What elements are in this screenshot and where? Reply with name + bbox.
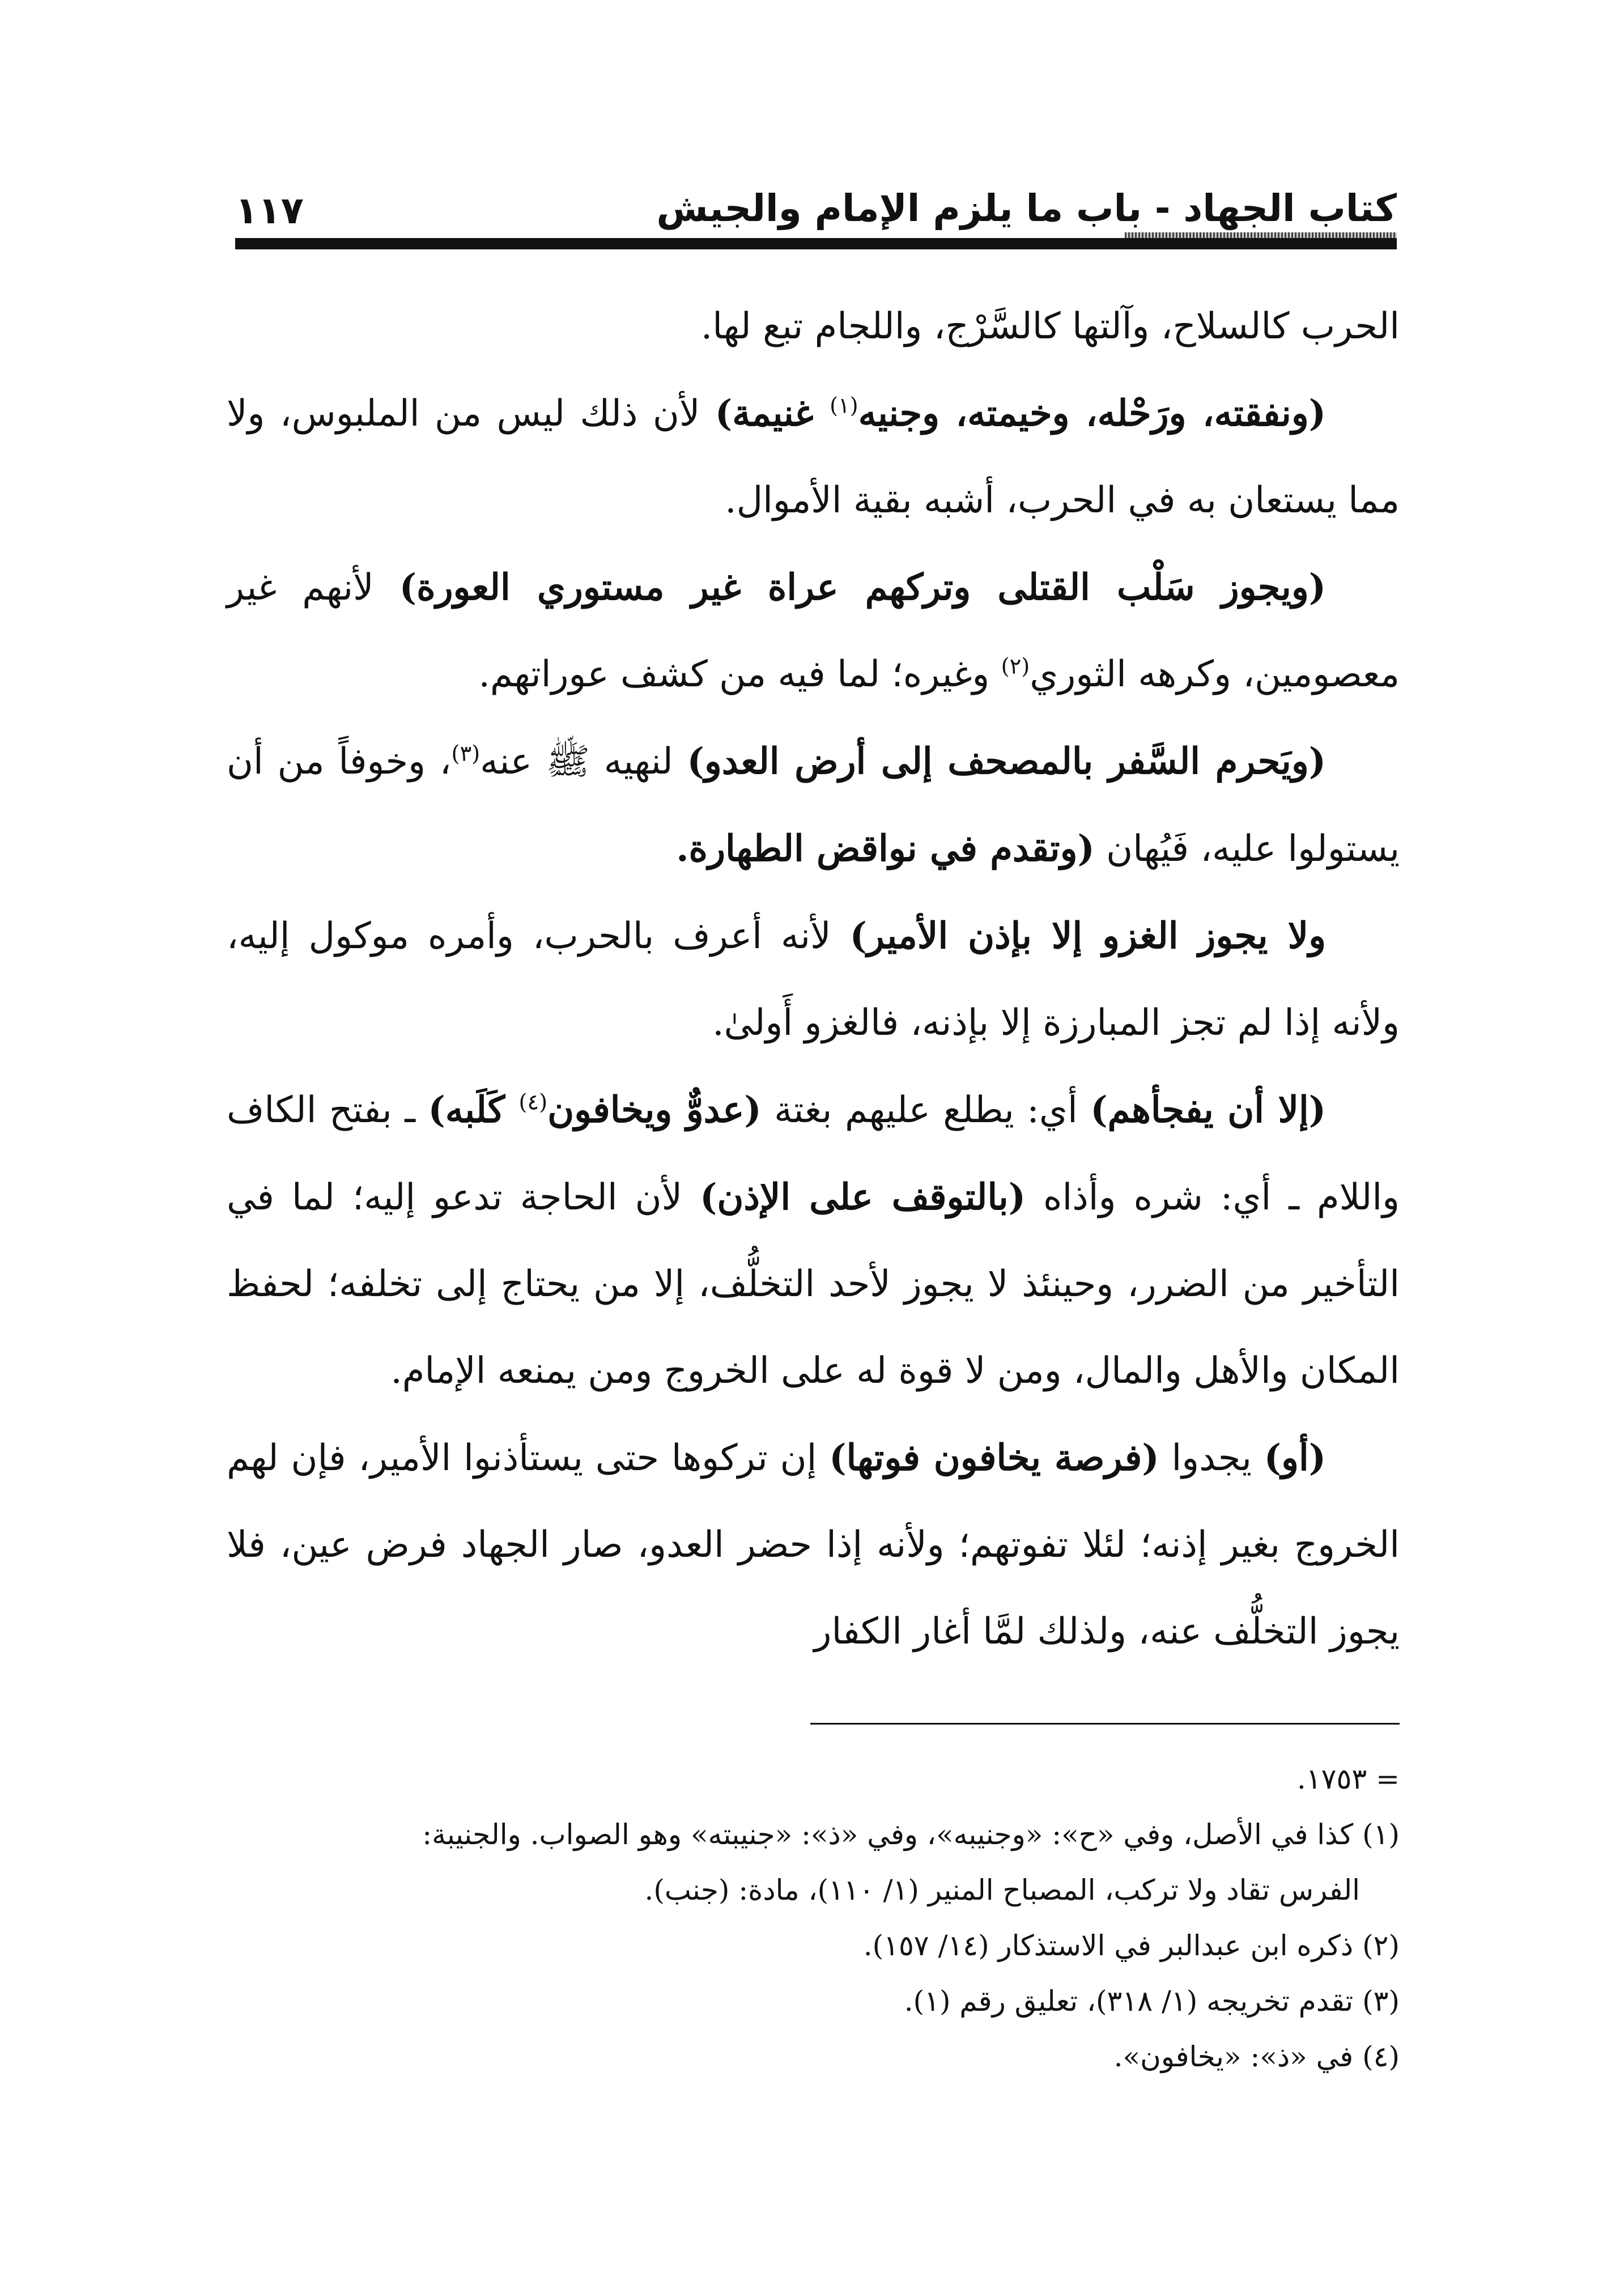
paragraph-7: (أو) يجدوا (فرصة يخافون فوتها) إن تركوها حتى يستأذنوا الأمير، فإن لهم الخروج بغير إذنه؛ لئلا تفوتهم؛ ولأنه إذا حضر العدو، صار الجهاد فرض عين، فلا يجوز التخلُّف عنه، ولذلك لمَّا أغار الكفار	[227, 1437, 1400, 1653]
footnote-continuation: = ١٧٥٣.	[1296, 1763, 1400, 1795]
footnote-ref-4: (٤)	[518, 1089, 548, 1115]
footnote-ref-1: (١)	[830, 393, 858, 419]
footnote-ref-3: (٣)	[451, 741, 481, 767]
running-title: كتاب الجهاد - باب ما يلزم الإمام والجيش	[656, 186, 1397, 230]
footnote-text: تقدم تخريجه (١/ ٣١٨)، تعليق رقم (١).	[904, 1985, 1354, 2018]
footnote-marker: (٣)	[1362, 1985, 1400, 2018]
footnotes	[227, 1751, 1400, 2084]
footnote-1	[227, 1807, 1400, 1918]
footnote-text: في «ذ»: «يخافون».	[1113, 2040, 1354, 2073]
footnote-ref-2: (٢)	[1001, 653, 1030, 680]
footnote-marker: (١)	[1362, 1818, 1400, 1851]
header-rule	[235, 238, 1397, 249]
main-text	[227, 283, 1400, 1675]
footnote-2	[227, 1918, 1400, 1973]
footnote-4	[227, 2029, 1400, 2084]
page-number: ١١٧	[235, 189, 304, 232]
paragraph-4: (ويَحرم السَّفر بالمصحف إلى أرض العدو) لنهيه ﷺ عنه$^{(٣)}$، وخوفاً من أن يستولوا عليه، فَيُهان (وتقدم في نواقض الطهارة.	[227, 740, 1400, 870]
footnote-text: ذكره ابن عبدالبر في الاستذكار (١٤/ ١٥٧).	[863, 1929, 1354, 1962]
paragraph-3: (ويجوز سَلْب القتلى وتركهم عراة غير مستوري العورة) لأنهم غير معصومين، وكرهه الثوري$^{(٢)}$ وغيره؛ لما فيه من كشف عوراتهم.	[227, 566, 1400, 695]
paragraph-1: الحرب كالسلاح، وآلتها كالسَّرْج، واللجام تبع لها.	[700, 305, 1400, 347]
footnote-separator	[810, 1723, 1400, 1725]
paragraph-2: (ونفقته، ورَحْله، وخيمته، وجنيه$^{(١)}$ غنيمة) لأن ذلك ليس من الملبوس، ولا مما يستعان به في الحرب، أشبه بقية الأموال.	[227, 392, 1400, 521]
footnote-text-continued: الفرس تقاد ولا تركب، المصباح المنير (١/ ١١٠)، مادة: (جنب).	[644, 1874, 1360, 1906]
footnote-text: كذا في الأصل، وفي «ح»: «وجنيبه»، وفي «ذ»: «جنيبته» وهو الصواب. والجنيبة:	[422, 1818, 1354, 1851]
running-header	[235, 153, 1397, 249]
footnote-marker: (٢)	[1362, 1929, 1400, 1962]
paragraph-5: ولا يجوز الغزو إلا بإذن الأمير) لأنه أعرف بالحرب، وأمره موكول إليه، ولأنه إذا لم تجز المبارزة إلا بإذنه، فالغزو أَولىٰ.	[227, 915, 1400, 1044]
header-rule-texture	[1125, 232, 1397, 238]
paragraph-6: (إلا أن يفجأهم) أي: يطلع عليهم بغتة (عدوٌّ ويخافون$^{(٤)}$ كَلَبه) ـ بفتح الكاف واللام ـ أي: شره وأذاه (بالتوقف على الإذن) لأن الحاجة تدعو إليه؛ لما في التأخير من الضرر، وحينئذ لا يجوز لأحد التخلُّف، إلا من يحتاج إلى تخلفه؛ لحفظ المكان والأهل والمال، ومن لا قوة له على الخروج ومن يمنعه الإمام.	[227, 1089, 1400, 1392]
footnote-3	[227, 1973, 1400, 2029]
footnote-list	[227, 1807, 1400, 2084]
footnote-marker: (٤)	[1362, 2040, 1400, 2073]
